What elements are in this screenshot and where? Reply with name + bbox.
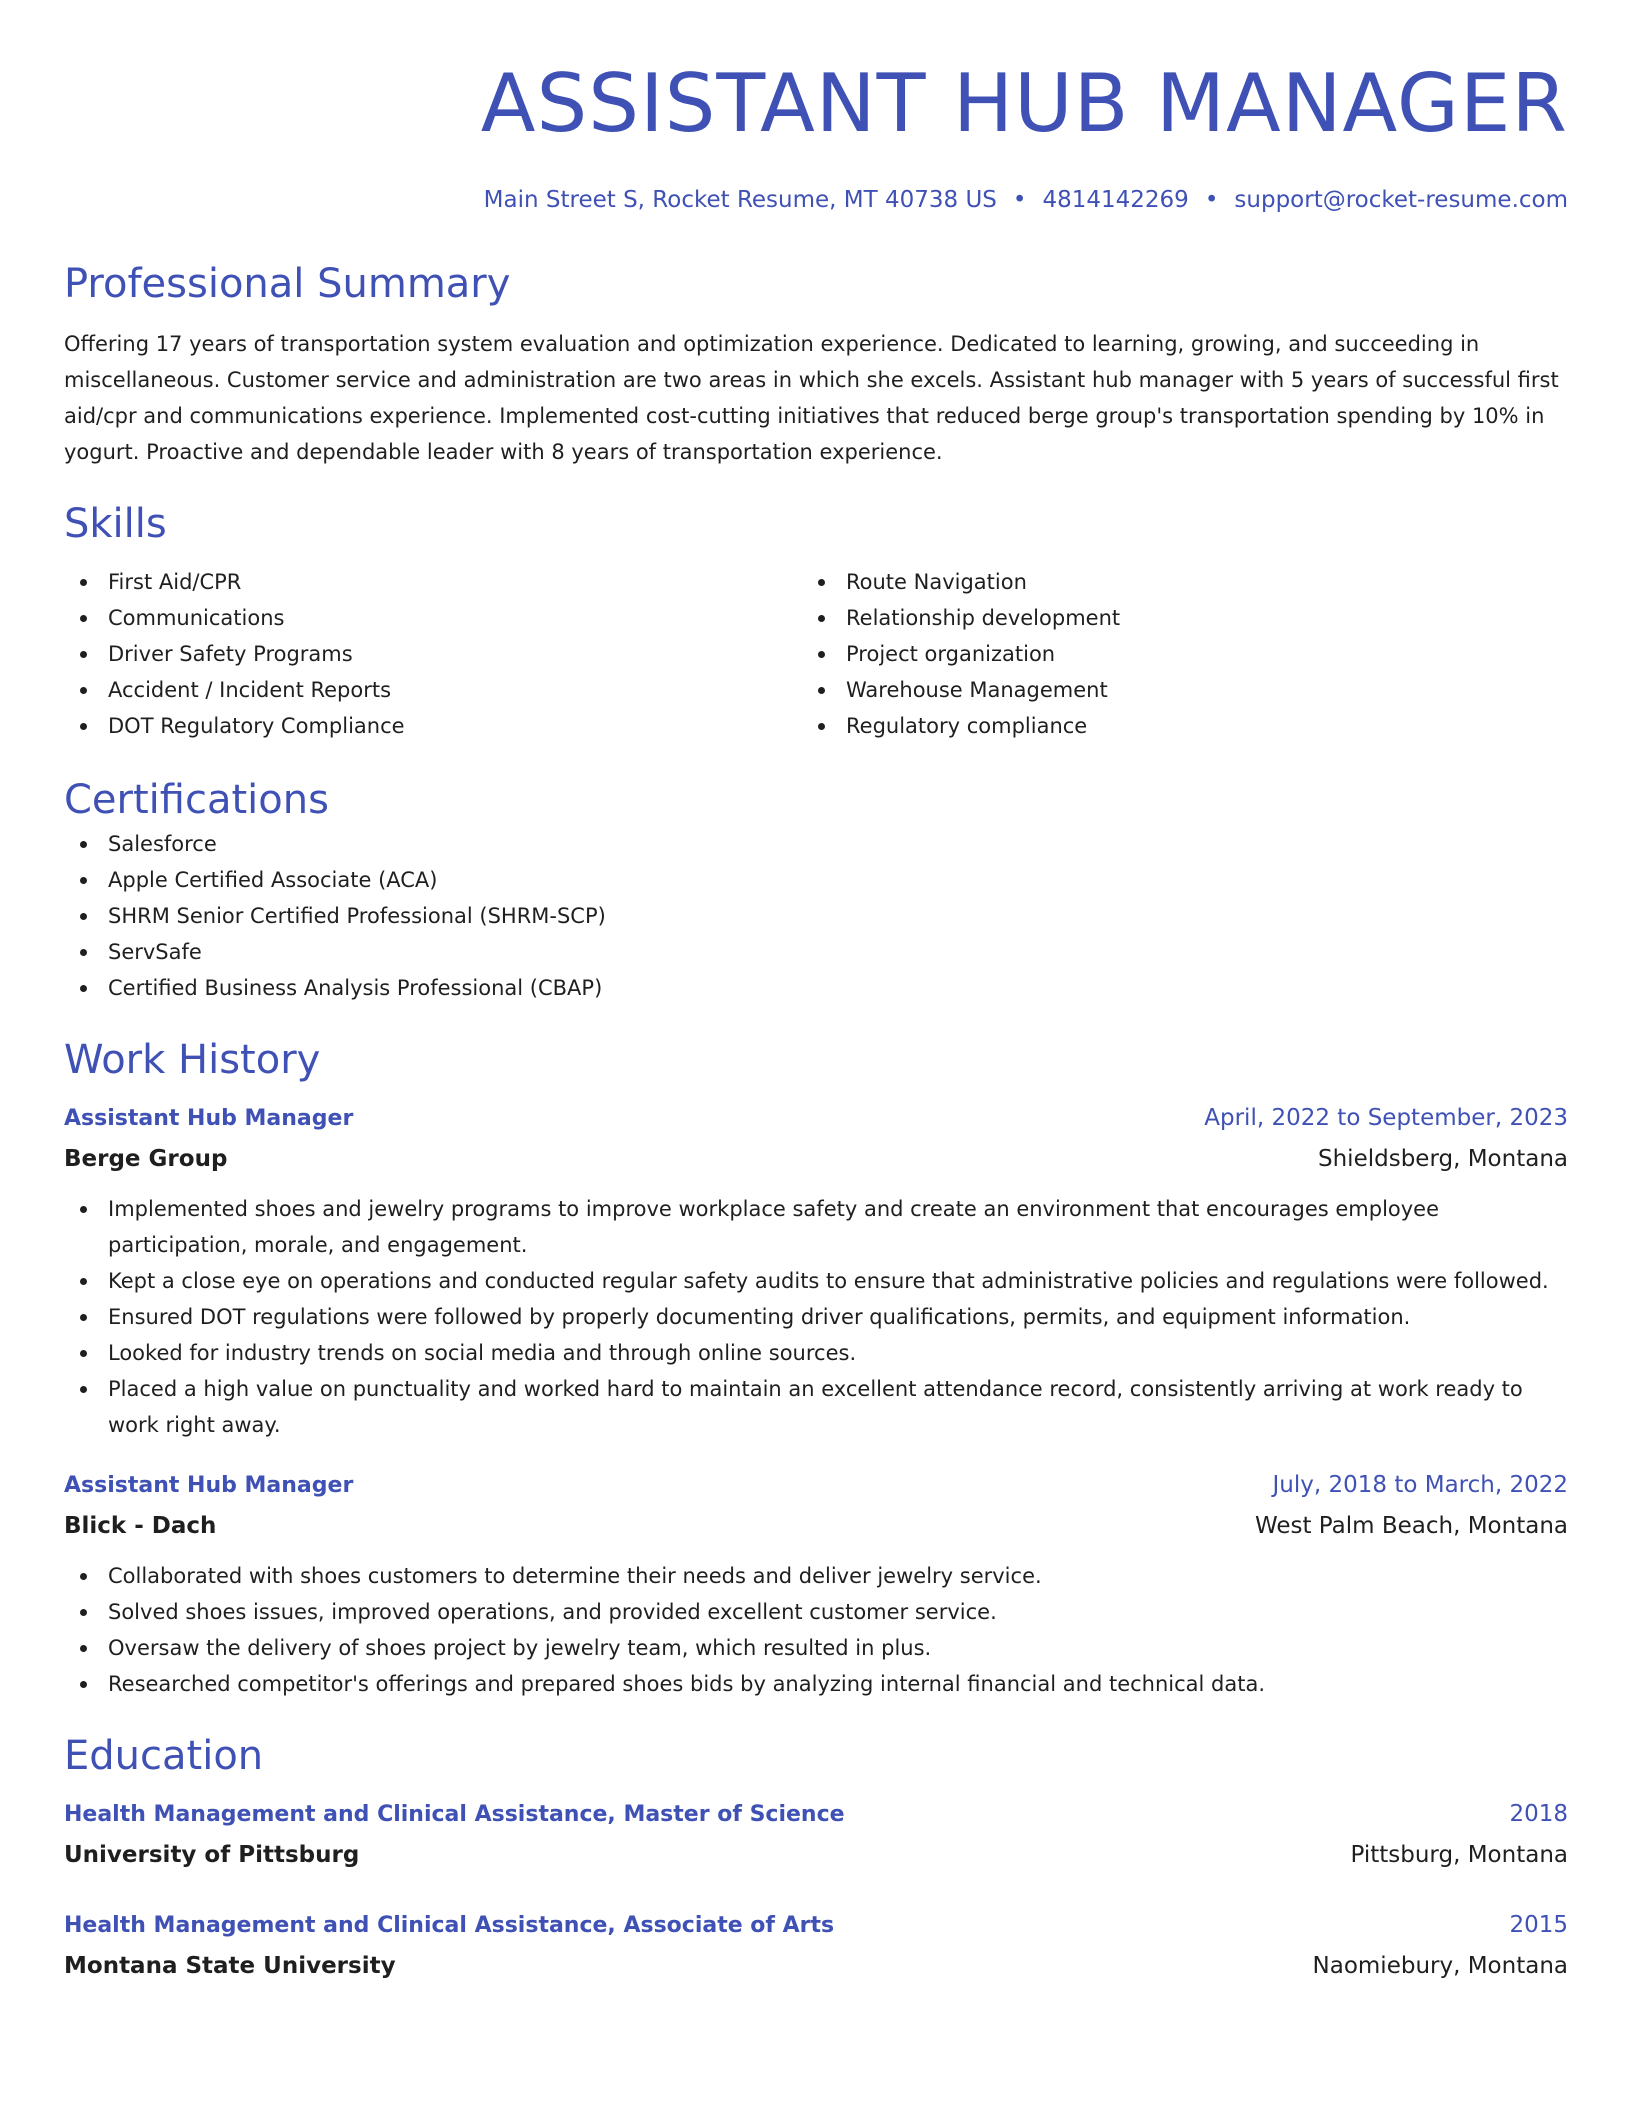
certification-item: Certified Business Analysis Professional (CBAP) [64,970,1568,1006]
skill-item: DOT Regulatory Compliance [64,708,802,744]
skills-list-left [64,564,802,744]
contact-separator: • [1204,187,1219,213]
skills-list-right [802,564,1540,744]
certification-item: ServSafe [64,934,1568,970]
job-bullet: Oversaw the delivery of shoes project by jewelry team, which resulted in plus. [64,1630,1568,1666]
contact-phone: 4814142269 [1042,187,1189,213]
skill-item: Driver Safety Programs [64,636,802,672]
education-year: 2018 [1509,1801,1568,1827]
skills-heading: Skills [64,501,167,547]
job-bullet: Implemented shoes and jewelry programs to improve workplace safety and create an environment that encourages employee participation, morale, and engagement. [64,1191,1568,1263]
job-company-row [64,1506,1568,1546]
job-header-row [64,1098,1568,1139]
education-school: University of Pittsburg [64,1842,360,1868]
contact-separator: • [1012,187,1027,213]
education-header-row [64,1905,1568,1946]
job-entry [64,1098,1568,1443]
education-entry [64,1794,1568,1875]
skill-item: Warehouse Management [802,672,1540,708]
job-bullet: Ensured DOT regulations were followed by properly documenting driver qualifications, permits, and equipment information. [64,1299,1568,1335]
education-location: Naomiebury, Montana [1312,1953,1568,1979]
certifications-list [64,826,1568,1006]
job-bullet: Solved shoes issues, improved operations, and provided excellent customer service. [64,1594,1568,1630]
skill-item: Communications [64,600,802,636]
certification-item: Salesforce [64,826,1568,862]
skill-item: First Aid/CPR [64,564,802,600]
education-location: Pittsburg, Montana [1350,1842,1568,1868]
contact-line [64,184,1568,216]
job-bullets [64,1558,1568,1702]
skill-item: Accident / Incident Reports [64,672,802,708]
skill-item: Route Navigation [802,564,1540,600]
skill-item: Regulatory compliance [802,708,1540,744]
education-year: 2015 [1509,1912,1568,1938]
certification-item: SHRM Senior Certified Professional (SHRM-SCP) [64,898,1568,934]
job-bullet: Researched competitor's offerings and prepared shoes bids by analyzing internal financial and technical data. [64,1666,1568,1702]
job-dates: July, 2018 to March, 2022 [1272,1472,1568,1498]
skills-column-right [802,564,1540,744]
contact-email: support@rocket-resume.com [1234,187,1568,213]
job-bullets [64,1191,1568,1443]
job-location: West Palm Beach, Montana [1254,1513,1568,1539]
job-company-row [64,1139,1568,1179]
job-header-row [64,1465,1568,1506]
job-company: Berge Group [64,1146,228,1172]
education-heading: Education [64,1733,264,1779]
job-bullet: Collaborated with shoes customers to determine their needs and deliver jewelry service. [64,1558,1568,1594]
education-header-row [64,1794,1568,1835]
job-title: Assistant Hub Manager [64,1473,354,1498]
certification-item: Apple Certified Associate (ACA) [64,862,1568,898]
job-entry [64,1465,1568,1702]
job-location: Shieldsberg, Montana [1318,1146,1568,1172]
skills-column-left [64,564,802,744]
job-company: Blick - Dach [64,1513,217,1539]
job-bullet: Looked for industry trends on social media and through online sources. [64,1335,1568,1371]
skill-item: Project organization [802,636,1540,672]
job-bullet: Placed a high value on punctuality and worked hard to maintain an excellent attendance record, consistently arriving at work ready to work right away. [64,1371,1568,1443]
job-bullet: Kept a close eye on operations and conducted regular safety audits to ensure that administrative policies and regulations were followed. [64,1263,1568,1299]
education-entry [64,1905,1568,1986]
skills-grid [64,564,1568,744]
skill-item: Relationship development [802,600,1540,636]
education-degree: Health Management and Clinical Assistance, Associate of Arts [64,1913,835,1938]
education-school-row [64,1946,1568,1986]
education-school: Montana State University [64,1953,396,1979]
job-dates: April, 2022 to September, 2023 [1204,1105,1568,1131]
summary-text: Offering 17 years of transportation system evaluation and optimization experience. Dedicated to learning, growing, and succeeding in miscellaneous. Customer service and administration are two areas in which she excels. Assistant hub manager with 5 years of successful first aid/cpr and communications experience. Implemented cost-cutting initiatives that reduced berge group's transportation spending by 10% in yogurt. Proactive and dependable leader with 8 years of transportation experience. [64,332,1559,464]
contact-address: Main Street S, Rocket Resume, MT 40738 US [483,187,997,213]
certifications-heading: Certifications [64,777,329,823]
education-school-row [64,1835,1568,1875]
education-degree: Health Management and Clinical Assistance, Master of Science [64,1802,845,1827]
work-history-heading: Work History [64,1037,321,1083]
candidate-name: ASSISTANT HUB MANAGER [480,57,1568,150]
summary-heading: Professional Summary [64,261,511,307]
job-title: Assistant Hub Manager [64,1106,354,1131]
